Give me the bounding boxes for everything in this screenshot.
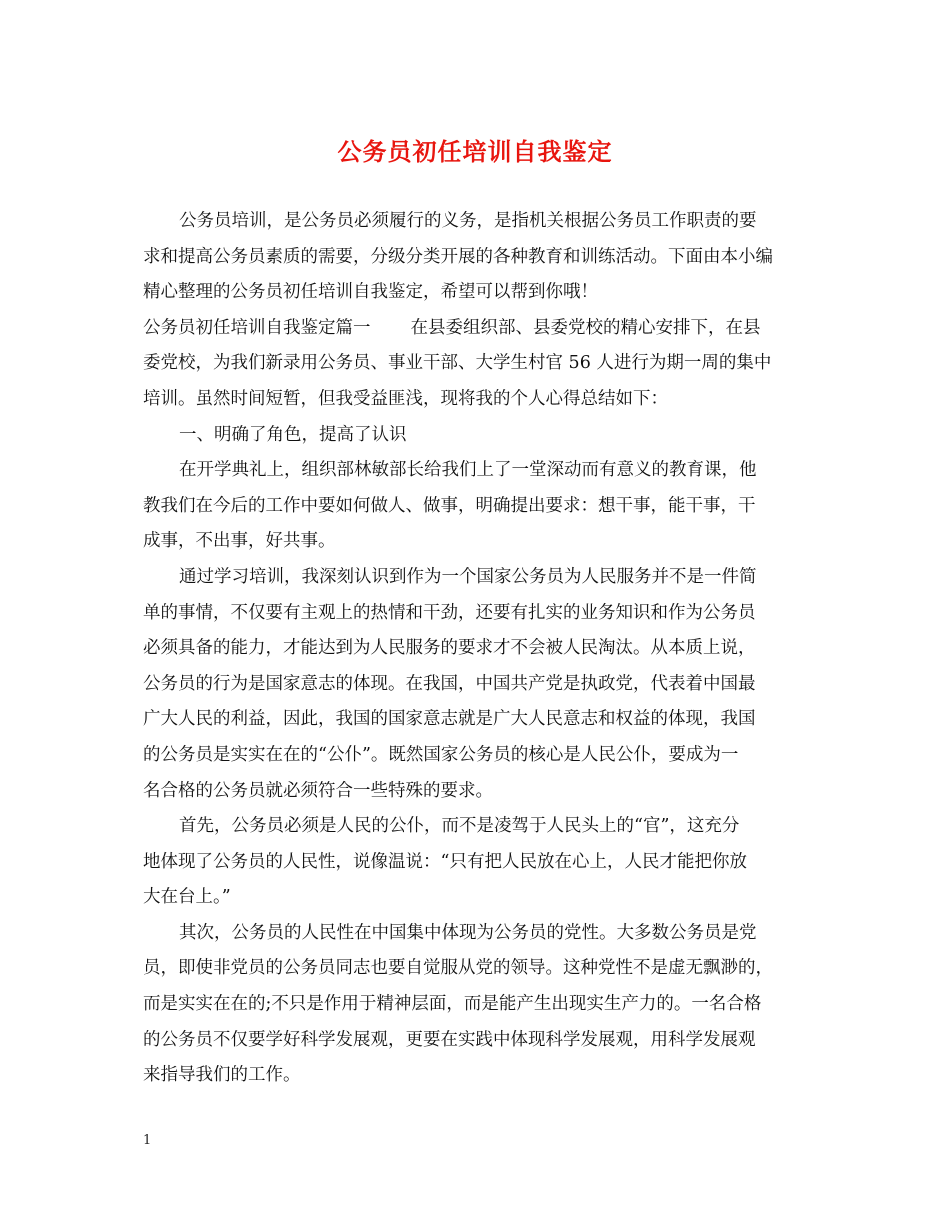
paragraph-line: 成事，不出事，好共事。 <box>143 531 336 552</box>
paragraph-line: 通过学习培训，我深刻认识到作为一个国家公务员为人民服务并不是一件简 <box>179 566 757 587</box>
paragraph-line: 而是实实在在的;不只是作用于精神层面，而是能产生出现实生产力的。一名合格 <box>143 994 762 1015</box>
paragraph-line: 大在台上。” <box>143 887 231 908</box>
page-number: 1 <box>143 1133 152 1148</box>
paragraph-text: 在县委组织部、县委党校的精心安排下，在县 <box>410 317 761 338</box>
paragraph-line: 地体现了公务员的人民性，说像温说：“只有把人民放在心上，人民才能把你放 <box>143 851 747 872</box>
section-subheading: 一、明确了角色，提高了认识 <box>179 424 407 445</box>
paragraph-line: 来指导我们的工作。 <box>143 1065 301 1086</box>
paragraph-line: 的公务员不仅要学好科学发展观，更要在实践中体现科学发展观，用科学发展观 <box>143 1029 756 1050</box>
paragraph-line: 广大人民的利益，因此，我国的国家意志就是广大人民意志和权益的体现，我国 <box>143 709 756 730</box>
paragraph-line: 其次，公务员的人民性在中国集中体现为公务员的党性。大多数公务员是党 <box>179 922 757 943</box>
paragraph-line: 公务员培训，是公务员必须履行的义务，是指机关根据公务员工作职责的要 <box>179 211 757 231</box>
paragraph-line: 委党校，为我们新录用公务员、事业干部、大学生村官 56 人进行为期一周的集中 <box>143 353 772 374</box>
paragraph-line: 的公务员是实实在在的“公仆”。既然国家公务员的核心是人民公仆，要成为一 <box>143 744 739 765</box>
paragraph-line: 教我们在今后的工作中要如何做人、做事，明确提出要求：想干事，能干事，干 <box>143 495 756 516</box>
paragraph-line: 在开学典礼上，组织部林敏部长给我们上了一堂深动而有意义的教育课，他 <box>179 460 757 481</box>
section-heading: 公务员初任培训自我鉴定篇一 <box>143 317 371 338</box>
paragraph-line: 公务员的行为是国家意志的体现。在我国，中国共产党是执政党，代表着中国最 <box>143 673 756 694</box>
paragraph-line: 必须具备的能力，才能达到为人民服务的要求才不会被人民淘汰。从本质上说， <box>143 638 756 659</box>
document-body <box>143 204 811 1094</box>
paragraph-line: 员，即使非党员的公务员同志也要自觉服从党的领导。这种党性不是虚无飘渺的， <box>143 958 773 979</box>
paragraph-line: 首先，公务员必须是人民的公仆，而不是凌驾于人民头上的“官”，这充分 <box>179 816 740 837</box>
paragraph-line-with-heading <box>143 311 811 347</box>
paragraph-line: 单的事情，不仅要有主观上的热情和干劲，还要有扎实的业务知识和作为公务员 <box>143 602 756 623</box>
paragraph-line: 精心整理的公务员初任培训自我鉴定，希望可以帮到你哦！ <box>143 282 598 303</box>
paragraph-line: 培训。虽然时间短暂，但我受益匪浅，现将我的个人心得总结如下： <box>143 388 668 409</box>
paragraph-line: 求和提高公务员素质的需要，分级分类开展的各种教育和训练活动。下面由本小编 <box>143 246 773 267</box>
document-title: 公务员初任培训自我鉴定 <box>337 137 613 166</box>
paragraph-line: 名合格的公务员就必须符合一些特殊的要求。 <box>143 780 493 801</box>
